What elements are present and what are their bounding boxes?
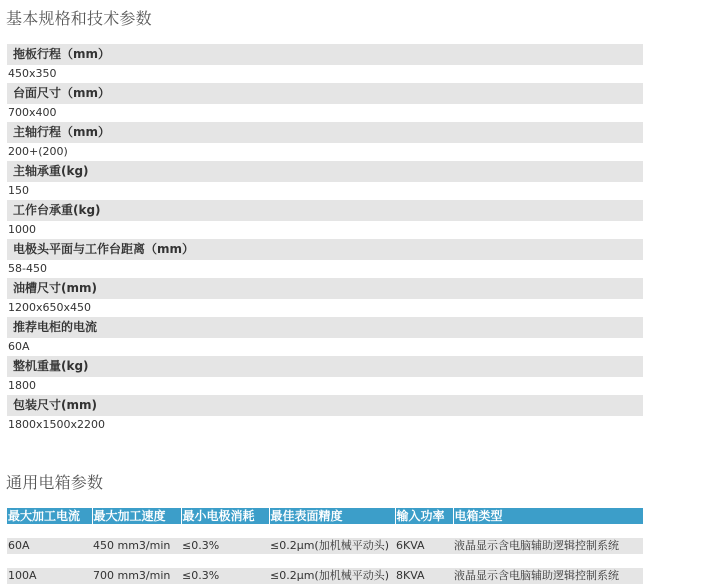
spec-list [7, 44, 643, 434]
spec-value: 1200x650x450 [8, 301, 92, 314]
column-header: 输入功率 [395, 508, 453, 524]
spec-label: 电极头平面与工作台距离（mm） [7, 239, 643, 260]
table-cell: ≤0.2μm(加机械平动头) [269, 568, 395, 584]
section-title-basic-specs: 基本规格和技术参数 [6, 9, 152, 28]
spec-label: 油槽尺寸(mm) [7, 278, 643, 299]
spec-label: 主轴承重(kg) [7, 161, 643, 182]
section-title-electric-box: 通用电箱参数 [6, 473, 104, 492]
table-cell: 100A [7, 568, 92, 584]
spec-label: 推荐电柜的电流 [7, 317, 643, 338]
table-cell: ≤0.2μm(加机械平动头) [269, 538, 395, 554]
column-header: 最小电极消耗 [181, 508, 269, 524]
spec-value: 150 [8, 184, 29, 197]
table-cell: 450 mm3/min [92, 538, 181, 554]
table-cell: ≤0.3% [181, 538, 269, 554]
table-cell: 700 mm3/min [92, 568, 181, 584]
spec-label: 工作台承重(kg) [7, 200, 643, 221]
column-header: 最佳表面精度 [269, 508, 395, 524]
table-cell: 6KVA [395, 538, 453, 554]
table-cell: 60A [7, 538, 92, 554]
spec-label: 台面尺寸（mm） [7, 83, 643, 104]
table-row [7, 538, 643, 554]
electric-box-table [7, 508, 643, 584]
spec-value: 450x350 [8, 67, 57, 80]
spec-value: 60A [8, 340, 30, 353]
spec-label: 整机重量(kg) [7, 356, 643, 377]
table-row [7, 568, 643, 584]
spec-label: 拖板行程（mm） [7, 44, 643, 65]
spec-label: 主轴行程（mm） [7, 122, 643, 143]
spec-value: 1800 [8, 379, 36, 392]
column-header: 电箱类型 [453, 508, 643, 524]
table-cell: ≤0.3% [181, 568, 269, 584]
table-header-row [7, 508, 643, 524]
spec-value: 58-450 [8, 262, 47, 275]
spec-value: 200+(200) [8, 145, 68, 158]
table-cell: 液晶显示含电脑辅助逻辑控制系统 [453, 568, 643, 584]
column-header: 最大加工电流 [7, 508, 92, 524]
table-cell: 液晶显示含电脑辅助逻辑控制系统 [453, 538, 643, 554]
spec-value: 1800x1500x2200 [8, 418, 106, 431]
spec-value: 700x400 [8, 106, 57, 119]
table-cell: 8KVA [395, 568, 453, 584]
column-header: 最大加工速度 [92, 508, 181, 524]
spec-value: 1000 [8, 223, 36, 236]
spec-label: 包装尺寸(mm) [7, 395, 643, 416]
